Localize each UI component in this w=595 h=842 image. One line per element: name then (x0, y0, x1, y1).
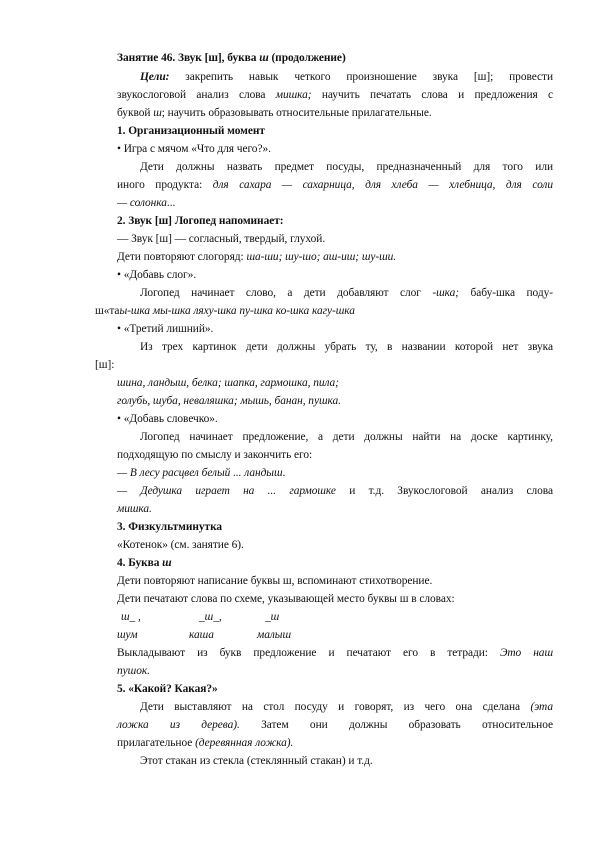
s2-l4-syllable: -шка; (432, 287, 460, 299)
lesson-title (117, 51, 346, 65)
goals-text-3c: ; научить образовывать относительные прилагательные. (161, 107, 432, 119)
s2-l4-rest: бабу-шка поду- (459, 287, 553, 299)
section-1-heading: 1. Организационный момент (117, 125, 265, 137)
s2-l4-text: Логопед начинает слово, а дети добавляют слог (140, 287, 433, 299)
section-2-line-11: • «Добавь словечко». (117, 413, 218, 425)
s2-l15-rest: и т.д. Звукослоговой анализ слова (335, 485, 553, 497)
section-2-line-8: [ш]: (95, 359, 115, 371)
goals-text-2a: звукослоговой анализ слова (117, 89, 276, 101)
section-2-line-13: подходящую по смыслу и закончить его: (117, 449, 313, 461)
section-1-para-3 (117, 196, 175, 210)
section-5-line-4: Этот стакан из стекла (стеклянный стакан) и т.д. (140, 755, 373, 767)
goals-word-mishka: мишка; (275, 89, 312, 101)
section-1-para-1: Дети должны назвать предмет посуды, предназначенный для того или (140, 161, 553, 173)
goals-line-2 (117, 88, 553, 102)
scheme-2: _ш_, (199, 611, 222, 623)
section-2-line-5 (95, 304, 355, 318)
section-2-line-3: • «Добавь слог». (117, 269, 197, 281)
word-3: малыш (257, 629, 291, 641)
section-5-line-2 (117, 718, 553, 732)
s2-l15-text: — Дедушка играет на ... (117, 485, 290, 497)
section-1-para-2 (117, 178, 553, 192)
s1-p3-example: — солонка (117, 197, 167, 209)
section-4-line-4: пушок. (117, 665, 150, 677)
s1-p2-examples: для сахара — сахарница, для хлеба — хлебница, для соли (212, 179, 553, 191)
goals-text-1: закрепить навык четкого произношение звука [ш]; провести (169, 71, 553, 83)
section-2-line-4 (140, 286, 553, 300)
s5-l3-example: (деревянная ложка). (195, 737, 294, 749)
section-2-line-16: мишка. (117, 503, 152, 515)
s5-l1-text: Дети выставляют на стол посуду и говорят, из чего она сделана (140, 701, 531, 713)
section-4-line-1: Дети повторяют написание буквы ш, вспоминают стихотворение. (117, 575, 433, 587)
goals-letter: ш (153, 107, 162, 119)
s2-l14-text: — В лесу расцвел белый ... (117, 467, 245, 479)
goals-line-3 (117, 106, 432, 120)
s4-heading-letter: ш (162, 557, 172, 569)
section-4-line-3 (117, 646, 553, 660)
word-2: каша (189, 629, 214, 641)
s5-l1-italic: (эта (530, 701, 553, 713)
word-1: шум (117, 629, 138, 641)
section-2-line-6: • «Третий лишний». (117, 323, 214, 335)
section-1-game: • Игра с мячом «Что для чего?». (117, 143, 271, 155)
section-2-line-9: шина, ландыш, белка; шапка, гармошка, пила; (117, 377, 339, 389)
section-5-heading: 5. «Какой? Какая?» (117, 683, 218, 695)
s4-heading-text: 4. Буква (117, 557, 163, 569)
s2-l14-answer: ландыш (244, 467, 283, 479)
goals-label: Цели: (140, 71, 170, 83)
section-3-heading: 3. Физкультминутка (117, 521, 223, 533)
s2-l2-syllables: ша-ши; шу-шо; аш-иш; шу-ши. (246, 251, 397, 263)
title-text: Занятие 46. Звук [ш], буква (117, 52, 260, 64)
section-3-line-1: «Котенок» (см. занятие 6). (117, 539, 244, 551)
goals-text-3a: буквой (117, 107, 154, 119)
s5-l2-italic: ложка из дерева). (117, 719, 240, 731)
s5-l3-text: прилагательное (117, 737, 196, 749)
section-2-line-10: голубь, шуба, неваляшка; мышь, банан, пушка. (117, 395, 341, 407)
section-4-heading (117, 556, 172, 570)
s2-l14-dot: . (282, 467, 286, 479)
section-5-line-1 (140, 700, 553, 714)
scheme-1: ш_ , (121, 611, 141, 623)
scheme-3: _ш (265, 611, 280, 623)
goals-text-2c: научить печатать слова и предложения с (311, 89, 553, 101)
section-2-heading: 2. Звук [ш] Логопед напоминает: (117, 215, 284, 227)
s4-l3-sentence: Это наш (499, 647, 553, 659)
section-2-line-15 (117, 484, 553, 498)
section-2-line-2 (117, 250, 396, 264)
s2-l5-words: ы-шка мы-шка ляху-шка пу-шка ко-шка кагу-шка (119, 305, 355, 317)
section-5-line-3 (117, 736, 293, 750)
section-2-line-1: — Звук [ш] — согласный, твердый, глухой. (117, 233, 326, 245)
s2-l2-text: Дети повторяют слогоряд: (117, 251, 247, 263)
s5-l2-text: Затем они должны образовать относительное (239, 719, 554, 731)
section-2-line-14 (117, 466, 285, 480)
section-4-line-2: Дети печатают слова по схеме, указывающей место буквы ш в словах: (117, 593, 455, 605)
goals-line-1 (140, 70, 553, 84)
s1-p3-ellipsis: ... (166, 197, 176, 209)
s4-l3-text: Выкладывают из букв предложение и печатают его в тетради: (117, 647, 500, 659)
title-rest: (продолжение) (268, 52, 346, 64)
section-2-line-7: Из трех картинок дети должны убрать ту, в названии которой нет звука (140, 341, 553, 353)
s2-l5-start: ш«та (95, 305, 120, 317)
section-2-line-12: Логопед начинает предложение, а дети должны найти на доске картинку, (140, 431, 553, 443)
s2-l15-answer: гармошке (289, 485, 336, 497)
s1-p2-text: иного продукта: (117, 179, 213, 191)
title-letter: ш (259, 52, 269, 64)
